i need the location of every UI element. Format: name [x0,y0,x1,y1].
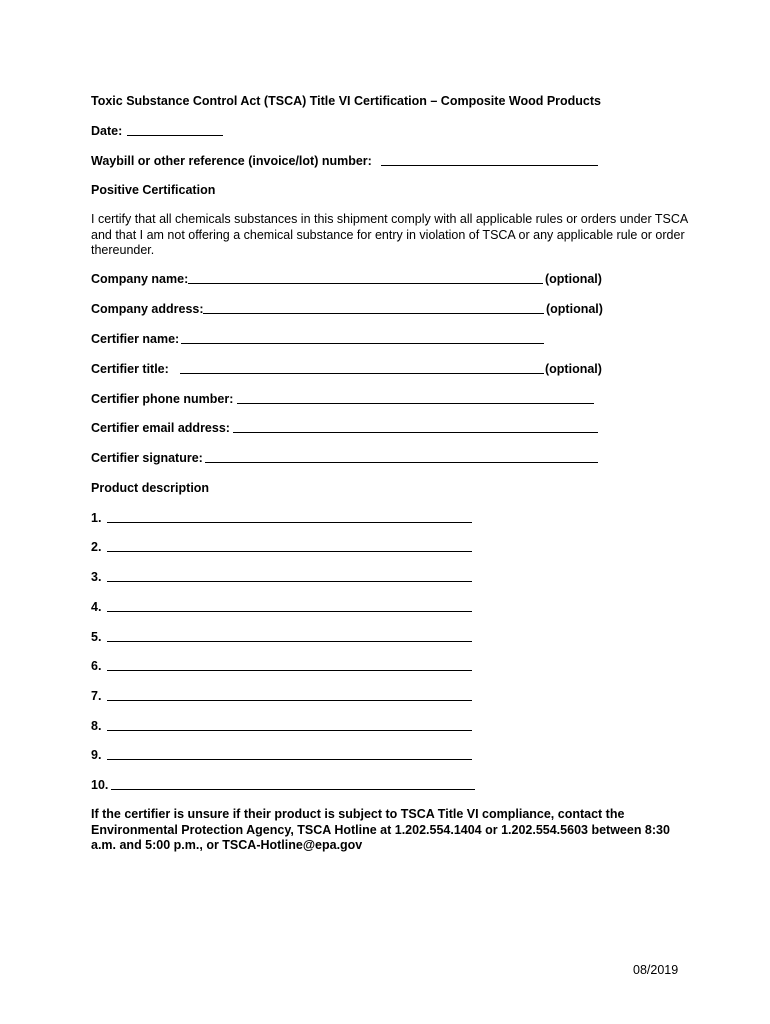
product-item-field[interactable] [107,641,472,642]
product-item-number: 1. [91,511,102,525]
certifier-email-label: Certifier email address: [91,421,230,435]
product-item-field[interactable] [111,789,475,790]
product-item-number: 10. [91,778,109,792]
certifier-signature-label: Certifier signature: [91,451,203,465]
product-item-number: 2. [91,540,102,554]
product-item-number: 8. [91,719,102,733]
certifier-phone-label: Certifier phone number: [91,392,234,406]
company-address-field[interactable] [203,313,544,314]
product-item-field[interactable] [107,581,472,582]
product-item-field[interactable] [107,759,472,760]
product-item-field[interactable] [107,700,472,701]
company-name-optional: (optional) [545,272,602,286]
form-title: Toxic Substance Control Act (TSCA) Title VI Certification – Composite Wood Products [91,94,601,108]
tsca-hotline-note: If the certifier is unsure if their product is subject to TSCA Title VI compliance, contact the Environmental Protection Agency, TSCA Hotline at 1.202.554.1404 or 1.202.554.5603 between 8:30 a.m. and 5:00 p.m., or TSCA-Hotline@epa.gov [91,807,670,852]
company-name-label: Company name: [91,272,189,286]
certifier-title-label: Certifier title: [91,362,169,376]
product-item-field[interactable] [107,611,472,612]
certifier-phone-field[interactable] [237,403,594,404]
certifier-email-field[interactable] [233,432,598,433]
company-address-label: Company address: [91,302,204,316]
product-item-field[interactable] [107,551,472,552]
company-name-field[interactable] [188,283,543,284]
product-item-number: 5. [91,630,102,644]
certifier-name-label: Certifier name: [91,332,180,346]
date-field[interactable] [127,135,223,136]
product-item-number: 6. [91,659,102,673]
product-item-field[interactable] [107,522,472,523]
positive-certification-heading: Positive Certification [91,183,216,197]
product-item-field[interactable] [107,670,472,671]
waybill-field[interactable] [381,165,598,166]
product-item-number: 7. [91,689,102,703]
certifier-signature-field[interactable] [205,462,598,463]
company-address-optional: (optional) [546,302,603,316]
product-description-heading: Product description [91,481,210,495]
product-item-field[interactable] [107,730,472,731]
certifier-title-optional: (optional) [545,362,602,376]
certifier-title-field[interactable] [180,373,544,374]
product-item-number: 3. [91,570,102,584]
certifier-name-field[interactable] [181,343,544,344]
waybill-label: Waybill or other reference (invoice/lot) number: [91,154,372,168]
revision-date: 08/2019 [633,963,679,977]
product-item-number: 9. [91,748,102,762]
certification-statement: I certify that all chemicals substances in this shipment comply with all applicable rules or orders under TSCA and that I am not offering a chemical substance for entry in violation of TSCA or any applicable rule or order thereunder. [91,212,688,257]
date-label: Date: [91,124,123,138]
product-item-number: 4. [91,600,102,614]
